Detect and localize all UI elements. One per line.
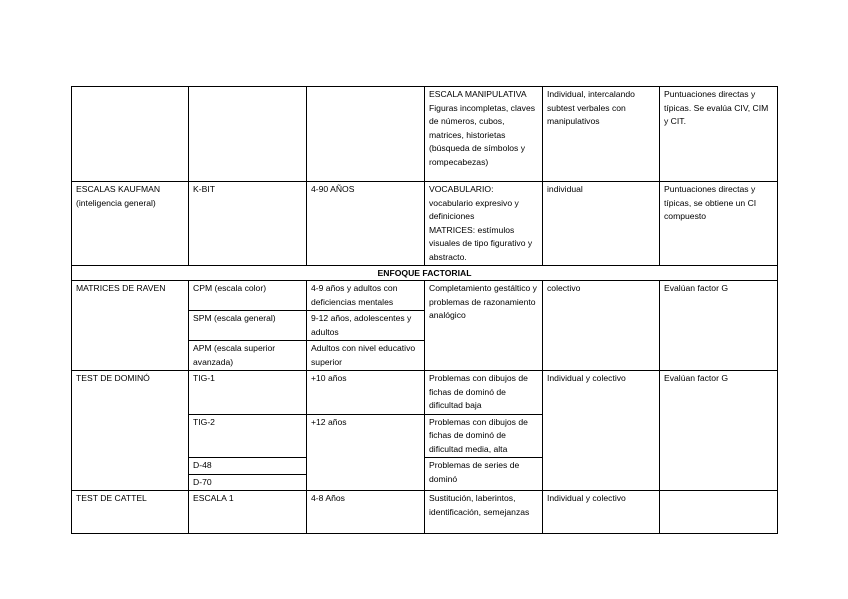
version-cell: TIG-1 [189,371,307,415]
version-cell [189,87,307,182]
application-cell: Individual y colectivo [543,491,660,534]
content-cell: Completamiento gestáltico y problemas de razonamiento analógico [425,281,543,371]
version-cell: APM (escala superior avanzada) [189,341,307,371]
content-cell: Sustitución, laberintos, identificación, semejanzas [425,491,543,534]
test-name-cell: TEST DE CATTEL [72,491,189,534]
section-header: ENFOQUE FACTORIAL [72,266,778,281]
age-cell: 4-9 años y adultos con deficiencias mentales [307,281,425,311]
content-cell: Problemas con dibujos de fichas de dominó de dificultad media, alta [425,414,543,458]
age-cell: 9-12 años, adolescentes y adultos [307,311,425,341]
content-cell: ESCALA MANIPULATIVA Figuras incompletas, claves de números, cubos, matrices, historietas (búsqueda de símbolos y rompecabezas) [425,87,543,182]
application-cell: Individual, intercalando subtest verbales con manipulativos [543,87,660,182]
version-cell: CPM (escala color) [189,281,307,311]
table-row [72,371,778,415]
test-name-cell: ESCALAS KAUFMAN (inteligencia general) [72,182,189,266]
age-cell: +10 años [307,371,425,415]
scoring-cell: Puntuaciones directas y típicas. Se evalúa CIV, CIM y CIT. [660,87,778,182]
table-row [72,491,778,534]
version-cell: D-70 [189,474,307,491]
section-header-row [72,266,778,281]
age-cell [307,87,425,182]
test-table [71,86,778,534]
test-name-cell [72,87,189,182]
version-cell: D-48 [189,458,307,475]
test-name-cell: TEST DE DOMINÓ [72,371,189,491]
version-cell: SPM (escala general) [189,311,307,341]
application-cell: colectivo [543,281,660,371]
application-cell: Individual y colectivo [543,371,660,491]
age-cell: +12 años [307,414,425,491]
age-cell: 4-90 AÑOS [307,182,425,266]
scoring-cell: Puntuaciones directas y típicas, se obtiene un CI compuesto [660,182,778,266]
scoring-cell: Evalúan factor G [660,371,778,491]
version-cell: ESCALA 1 [189,491,307,534]
table-row [72,182,778,266]
version-cell: K-BIT [189,182,307,266]
content-cell: VOCABULARIO: vocabulario expresivo y definiciones MATRICES: estímulos visuales de tipo figurativo y abstracto. [425,182,543,266]
version-cell: TIG-2 [189,414,307,458]
age-cell: 4-8 Años [307,491,425,534]
age-cell: Adultos con nivel educativo superior [307,341,425,371]
test-name-cell: MATRICES DE RAVEN [72,281,189,371]
table-row [72,281,778,311]
scoring-cell: Evalúan factor G [660,281,778,371]
application-cell: individual [543,182,660,266]
table-row [72,87,778,182]
scoring-cell [660,491,778,534]
content-cell: Problemas de series de dominó [425,458,543,491]
content-cell: Problemas con dibujos de fichas de dominó de dificultad baja [425,371,543,415]
